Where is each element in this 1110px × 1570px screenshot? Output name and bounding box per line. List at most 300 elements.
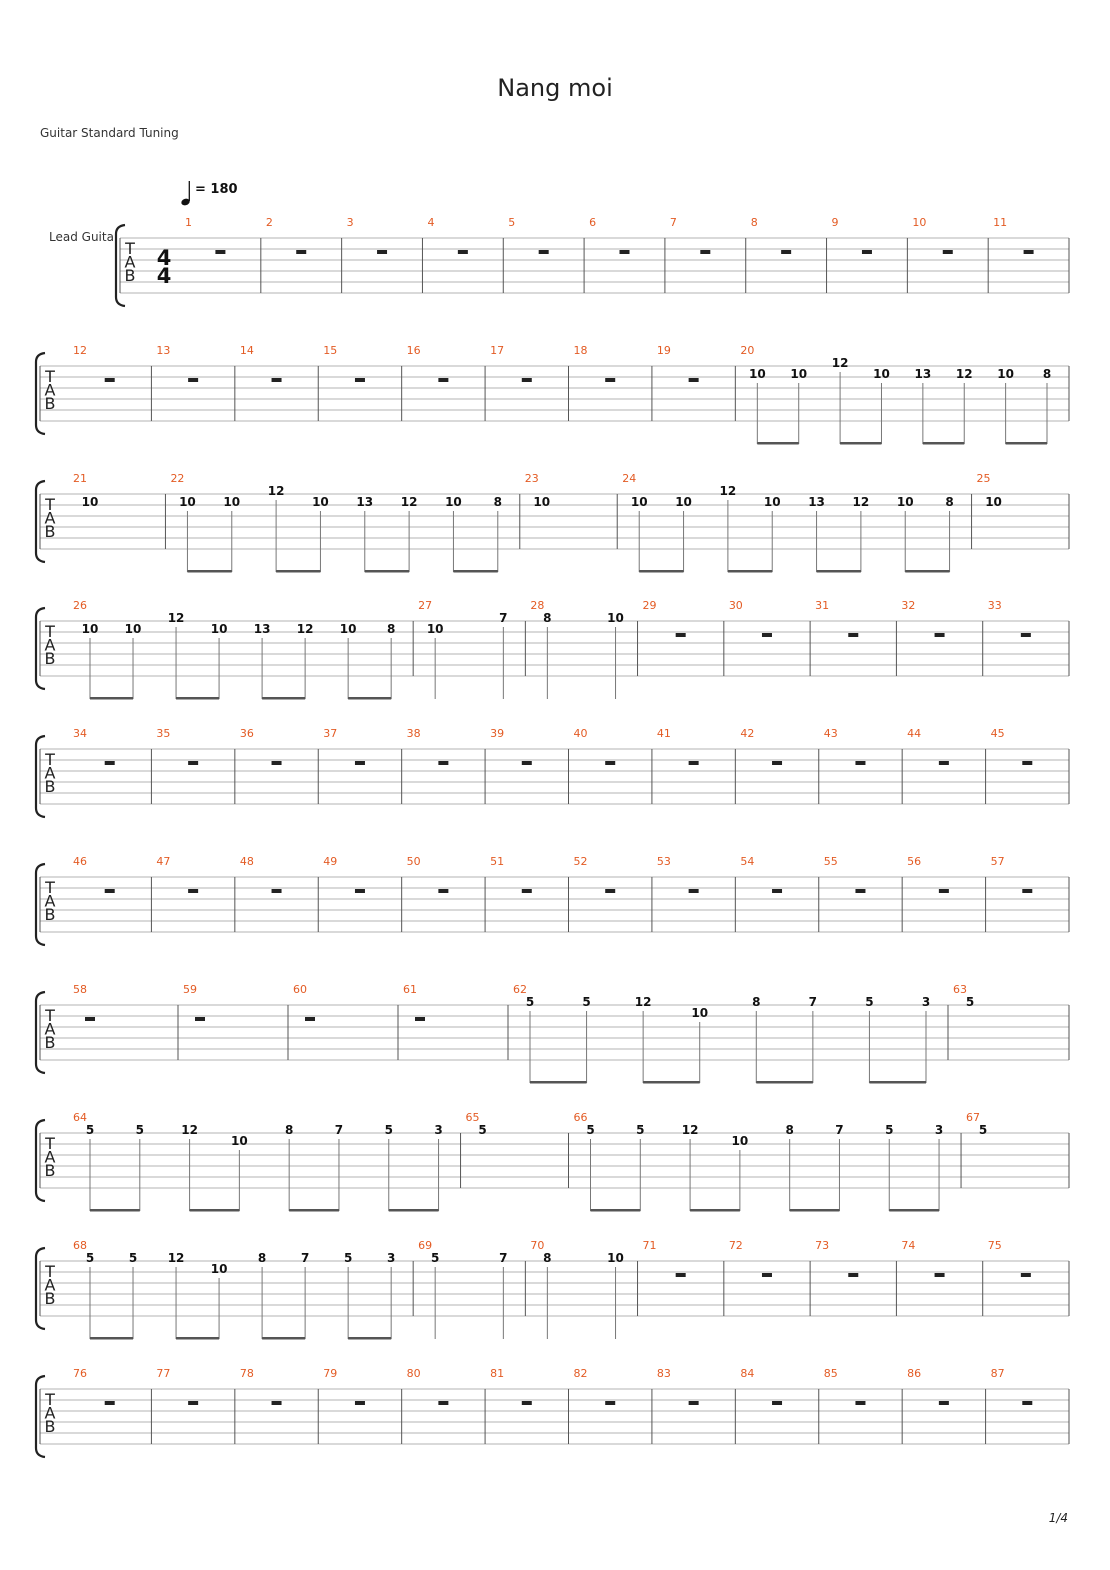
measure-number: 81 — [490, 1367, 505, 1380]
rest-symbol — [605, 761, 615, 765]
measure-number: 64 — [73, 1111, 87, 1124]
fret-number: 13 — [253, 622, 271, 636]
rest-symbol — [855, 1401, 865, 1405]
tab-systems — [36, 216, 1069, 1457]
fret-number: 12 — [296, 622, 314, 636]
rest-symbol — [272, 1401, 282, 1405]
beam — [530, 1081, 587, 1084]
measure-number: 12 — [73, 344, 87, 357]
measure-number: 57 — [990, 855, 1005, 868]
fret-number: 5 — [85, 1251, 95, 1265]
rest-symbol — [939, 1401, 949, 1405]
measure-number: 11 — [993, 216, 1008, 229]
fret-number: 3 — [934, 1123, 944, 1137]
tab-clef-b: B — [44, 649, 56, 668]
fret-number: 5 — [128, 1251, 138, 1265]
rest-symbol — [605, 1401, 615, 1405]
fret-number: 8 — [752, 995, 761, 1009]
beam — [1006, 442, 1047, 445]
beam — [262, 697, 305, 700]
fret-number: 13 — [356, 495, 374, 509]
fret-number: 10 — [675, 495, 692, 509]
fret-number: 12 — [719, 484, 737, 498]
tab-clef-t: T — [45, 1262, 55, 1281]
fret-number: 12 — [634, 995, 652, 1009]
rest-symbol — [355, 1401, 365, 1405]
fret-number: 5 — [885, 1123, 894, 1137]
fret-number: 10 — [445, 495, 462, 509]
measure-number: 68 — [73, 1239, 87, 1252]
measure-number: 3 — [346, 216, 354, 229]
rest-symbol — [272, 889, 282, 893]
rest-symbol — [862, 250, 872, 254]
rest-symbol — [935, 633, 945, 637]
beam — [728, 570, 772, 573]
beam — [905, 570, 949, 573]
measure-number: 15 — [323, 344, 338, 357]
rest-symbol — [438, 378, 448, 382]
fret-number: 10 — [607, 611, 624, 625]
measure-number: 65 — [465, 1111, 480, 1124]
beam — [389, 1209, 439, 1212]
tab-clef-t: T — [45, 1134, 55, 1153]
rest-symbol — [272, 378, 282, 382]
measure-number: 8 — [750, 216, 758, 229]
fret-number: 5 — [85, 1123, 95, 1137]
beam — [187, 570, 231, 573]
fret-number: 3 — [386, 1251, 396, 1265]
measure-number: 32 — [901, 599, 916, 612]
fret-number: 5 — [430, 1251, 440, 1265]
measure-number: 29 — [642, 599, 657, 612]
measure-number: 13 — [156, 344, 171, 357]
beam — [276, 570, 320, 573]
measure-number: 1 — [185, 216, 192, 229]
measure-number: 55 — [823, 855, 838, 868]
fret-number: 12 — [681, 1123, 699, 1137]
fret-number: 5 — [478, 1123, 487, 1137]
measure-number: 2 — [265, 216, 273, 229]
measure-number: 35 — [156, 727, 171, 740]
rest-symbol — [762, 1273, 772, 1277]
fret-number: 10 — [81, 622, 99, 636]
beam — [840, 442, 881, 445]
beam — [757, 442, 798, 445]
measure-number: 33 — [987, 599, 1002, 612]
fret-number: 10 — [763, 495, 781, 509]
fret-number: 8 — [543, 1251, 552, 1265]
page-number: 1/4 — [1048, 1511, 1068, 1525]
rest-symbol — [355, 889, 365, 893]
fret-number: 8 — [945, 495, 954, 509]
rest-symbol — [781, 250, 791, 254]
fret-number: 12 — [955, 367, 973, 381]
measure-number: 51 — [490, 855, 505, 868]
fret-number: 10 — [312, 495, 329, 509]
fret-number: 10 — [997, 367, 1014, 381]
measure-number: 43 — [823, 727, 838, 740]
measure-number: 27 — [418, 599, 433, 612]
tab-clef-a: A — [44, 1403, 56, 1423]
tuning-label: Guitar Standard Tuning — [40, 126, 179, 140]
rest-symbol — [522, 761, 532, 765]
fret-number: 10 — [426, 622, 444, 636]
measure-number: 42 — [740, 727, 755, 740]
tab-clef-b: B — [44, 1033, 56, 1052]
rest-symbol — [188, 761, 198, 765]
tab-clef-b: B — [44, 1161, 56, 1180]
rest-symbol — [935, 1273, 945, 1277]
tab-clef-t: T — [45, 1006, 55, 1025]
beam — [176, 1337, 219, 1340]
fret-number: 8 — [284, 1123, 294, 1137]
measure-number: 24 — [622, 472, 637, 485]
measure-number: 67 — [966, 1111, 981, 1124]
rest-symbol — [272, 761, 282, 765]
tab-clef-t: T — [45, 622, 55, 641]
fret-number: 10 — [896, 495, 914, 509]
rest-symbol — [1024, 250, 1034, 254]
measure-number: 87 — [990, 1367, 1005, 1380]
tab-clef-b: B — [44, 394, 56, 413]
fret-number: 12 — [167, 611, 185, 625]
fret-number: 7 — [808, 995, 818, 1009]
fret-number: 5 — [636, 1123, 645, 1137]
rest-symbol — [188, 378, 198, 382]
rest-symbol — [1021, 633, 1031, 637]
rest-symbol — [105, 761, 115, 765]
measure-number: 23 — [524, 472, 539, 485]
fret-number: 5 — [525, 995, 535, 1009]
fret-number: 12 — [831, 356, 849, 370]
fret-number: 10 — [339, 622, 357, 636]
beam — [289, 1209, 339, 1212]
measure-number: 49 — [323, 855, 338, 868]
measure-number: 4 — [427, 216, 435, 229]
fret-number: 10 — [533, 495, 551, 509]
rest-symbol — [215, 250, 225, 254]
rest-symbol — [438, 761, 448, 765]
beam — [690, 1209, 740, 1212]
measure-number: 19 — [656, 344, 671, 357]
beam — [817, 570, 861, 573]
measure-number: 54 — [740, 855, 755, 868]
measure-number: 82 — [573, 1367, 588, 1380]
tab-clef-a: A — [44, 508, 56, 528]
rest-symbol — [188, 889, 198, 893]
fret-number: 7 — [499, 611, 508, 625]
tempo-marking — [180, 181, 237, 206]
rest-symbol — [605, 378, 615, 382]
fret-number: 8 — [493, 495, 502, 509]
measure-number: 7 — [669, 216, 677, 229]
rest-symbol — [689, 378, 699, 382]
fret-number: 5 — [965, 995, 975, 1009]
rest-symbol — [689, 761, 699, 765]
rest-symbol — [188, 1401, 198, 1405]
rest-symbol — [1022, 761, 1032, 765]
measure-number: 85 — [823, 1367, 838, 1380]
beam — [90, 1209, 140, 1212]
rest-symbol — [772, 761, 782, 765]
beam — [889, 1209, 939, 1212]
fret-number: 3 — [921, 995, 931, 1009]
beam — [348, 697, 391, 700]
tab-clef-a: A — [44, 1147, 56, 1167]
tab-clef-b: B — [44, 1417, 56, 1436]
measure-number: 77 — [156, 1367, 171, 1380]
fret-number: 10 — [691, 1006, 709, 1020]
measure-number: 36 — [239, 727, 254, 740]
measure-number: 62 — [513, 983, 527, 996]
rest-symbol — [1022, 1401, 1032, 1405]
tab-clef-a: A — [44, 635, 56, 655]
fret-number: 5 — [978, 1123, 988, 1137]
beam — [90, 1337, 133, 1340]
measure-number: 71 — [642, 1239, 657, 1252]
measure-number: 74 — [901, 1239, 916, 1252]
measure-number: 80 — [406, 1367, 421, 1380]
measure-number: 6 — [589, 216, 597, 229]
measure-number: 78 — [239, 1367, 254, 1380]
fret-number: 10 — [223, 495, 241, 509]
rest-symbol — [415, 1017, 425, 1021]
rest-symbol — [539, 250, 549, 254]
fret-number: 7 — [334, 1123, 344, 1137]
measure-number: 79 — [323, 1367, 338, 1380]
rest-symbol — [772, 889, 782, 893]
measure-number: 40 — [573, 727, 588, 740]
rest-symbol — [848, 1273, 858, 1277]
rest-symbol — [855, 889, 865, 893]
fret-number: 10 — [231, 1134, 248, 1148]
rest-symbol — [848, 633, 858, 637]
fret-number: 5 — [586, 1123, 595, 1137]
fret-number: 5 — [384, 1123, 393, 1137]
fret-number: 12 — [181, 1123, 198, 1137]
beam — [756, 1081, 813, 1084]
rest-symbol — [458, 250, 468, 254]
fret-number: 12 — [400, 495, 418, 509]
fret-number: 5 — [343, 1251, 353, 1265]
tab-clef-b: B — [44, 1289, 56, 1308]
fret-number: 12 — [267, 484, 285, 498]
rest-symbol — [676, 1273, 686, 1277]
measure-number: 63 — [953, 983, 967, 996]
tab-clef-b: B — [44, 522, 56, 541]
fret-number: 5 — [582, 995, 591, 1009]
fret-number: 7 — [499, 1251, 508, 1265]
measure-number: 50 — [406, 855, 421, 868]
fret-number: 12 — [167, 1251, 185, 1265]
rest-symbol — [943, 250, 953, 254]
song-title: Nang moi — [497, 74, 613, 102]
measure-number: 75 — [987, 1239, 1002, 1252]
measure-number: 21 — [73, 472, 87, 485]
tab-clef-t: T — [45, 495, 55, 514]
tab-clef-a: A — [44, 1019, 56, 1039]
fret-number: 10 — [790, 367, 808, 381]
measure-number: 39 — [490, 727, 505, 740]
measure-number: 41 — [656, 727, 671, 740]
measure-number: 45 — [990, 727, 1005, 740]
measure-number: 5 — [508, 216, 516, 229]
fret-number: 3 — [434, 1123, 443, 1137]
measure-number: 61 — [403, 983, 417, 996]
rest-symbol — [355, 761, 365, 765]
rest-symbol — [195, 1017, 205, 1021]
measure-number: 25 — [976, 472, 991, 485]
tab-clef-b: B — [44, 777, 56, 796]
beam — [923, 442, 964, 445]
measure-number: 17 — [490, 344, 505, 357]
tab-clef-a: A — [44, 380, 56, 400]
beam — [453, 570, 497, 573]
rest-symbol — [438, 1401, 448, 1405]
measure-number: 58 — [73, 983, 87, 996]
tab-clef-t: T — [45, 878, 55, 897]
measure-number: 22 — [170, 472, 185, 485]
rest-symbol — [522, 1401, 532, 1405]
rest-symbol — [105, 378, 115, 382]
measure-number: 53 — [656, 855, 671, 868]
fret-number: 8 — [257, 1251, 267, 1265]
time-signature-bottom: 4 — [156, 264, 172, 288]
tab-clef-a: A — [44, 891, 56, 911]
measure-number: 31 — [815, 599, 830, 612]
measure-number: 37 — [323, 727, 338, 740]
beam — [348, 1337, 391, 1340]
measure-number: 10 — [912, 216, 927, 229]
rest-symbol — [296, 250, 306, 254]
measure-number: 14 — [239, 344, 254, 357]
measure-number: 83 — [656, 1367, 671, 1380]
fret-number: 8 — [1042, 367, 1052, 381]
tab-clef-t: T — [125, 239, 135, 258]
rest-symbol — [85, 1017, 95, 1021]
beam — [90, 697, 133, 700]
measure-number: 18 — [573, 344, 588, 357]
fret-number: 10 — [179, 495, 196, 509]
rest-symbol — [355, 378, 365, 382]
tab-clef-a: A — [44, 1275, 56, 1295]
measure-number: 44 — [907, 727, 922, 740]
fret-number: 10 — [873, 367, 890, 381]
fret-number: 13 — [808, 495, 825, 509]
tab-clef-t: T — [45, 1390, 55, 1409]
rest-symbol — [1022, 889, 1032, 893]
rest-symbol — [105, 1401, 115, 1405]
rest-symbol — [939, 761, 949, 765]
fret-number: 8 — [785, 1123, 794, 1137]
tab-clef-t: T — [45, 750, 55, 769]
measure-number: 70 — [530, 1239, 545, 1252]
measure-number: 72 — [728, 1239, 743, 1252]
beam — [176, 697, 219, 700]
measure-number: 86 — [907, 1367, 922, 1380]
beam — [790, 1209, 840, 1212]
beam — [869, 1081, 926, 1084]
measure-number: 26 — [73, 599, 87, 612]
fret-number: 10 — [985, 495, 1002, 509]
measure-number: 28 — [530, 599, 545, 612]
rest-symbol — [620, 250, 630, 254]
measure-number: 56 — [907, 855, 922, 868]
tab-clef-b: B — [44, 905, 56, 924]
rest-symbol — [855, 761, 865, 765]
measure-number: 9 — [831, 216, 839, 229]
measure-number: 73 — [815, 1239, 830, 1252]
fret-number: 8 — [386, 622, 396, 636]
rest-symbol — [772, 1401, 782, 1405]
measure-number: 38 — [406, 727, 421, 740]
fret-number: 10 — [124, 622, 142, 636]
rest-symbol — [676, 633, 686, 637]
rest-symbol — [377, 250, 387, 254]
rest-symbol — [522, 889, 532, 893]
rest-symbol — [689, 1401, 699, 1405]
measure-number: 20 — [740, 344, 755, 357]
rest-symbol — [605, 889, 615, 893]
measure-number: 84 — [740, 1367, 755, 1380]
time-signature-top: 4 — [156, 246, 172, 270]
track-name: Lead Guita — [49, 230, 114, 244]
measure-number: 52 — [573, 855, 588, 868]
measure-number: 69 — [418, 1239, 433, 1252]
measure-number: 60 — [293, 983, 307, 996]
measure-number: 48 — [239, 855, 254, 868]
beam — [639, 570, 683, 573]
measure-number: 76 — [73, 1367, 87, 1380]
measure-number: 66 — [573, 1111, 588, 1124]
measure-number: 47 — [156, 855, 171, 868]
fret-number: 10 — [607, 1251, 624, 1265]
rest-symbol — [105, 889, 115, 893]
tab-clef-a: A — [124, 252, 136, 272]
measure-number: 34 — [73, 727, 87, 740]
fret-number: 10 — [731, 1134, 749, 1148]
beam — [190, 1209, 240, 1212]
fret-number: 12 — [852, 495, 870, 509]
measure-number: 46 — [73, 855, 87, 868]
beam — [365, 570, 409, 573]
fret-number: 10 — [81, 495, 99, 509]
beam — [262, 1337, 305, 1340]
fret-number: 10 — [210, 622, 228, 636]
fret-number: 7 — [835, 1123, 844, 1137]
rest-symbol — [689, 889, 699, 893]
rest-symbol — [939, 889, 949, 893]
rest-symbol — [305, 1017, 315, 1021]
measure-number: 59 — [183, 983, 197, 996]
tab-clef-a: A — [44, 763, 56, 783]
beam — [643, 1081, 700, 1084]
fret-number: 10 — [748, 367, 766, 381]
rest-symbol — [522, 378, 532, 382]
fret-number: 13 — [914, 367, 932, 381]
rest-symbol — [762, 633, 772, 637]
tempo-value: = 180 — [195, 182, 238, 197]
fret-number: 10 — [210, 1262, 228, 1276]
tab-clef-t: T — [45, 367, 55, 386]
fret-number: 5 — [135, 1123, 144, 1137]
rest-symbol — [1021, 1273, 1031, 1277]
rest-symbol — [700, 250, 710, 254]
fret-number: 5 — [865, 995, 874, 1009]
measure-number: 30 — [728, 599, 743, 612]
fret-number: 10 — [630, 495, 648, 509]
fret-number: 8 — [543, 611, 552, 625]
